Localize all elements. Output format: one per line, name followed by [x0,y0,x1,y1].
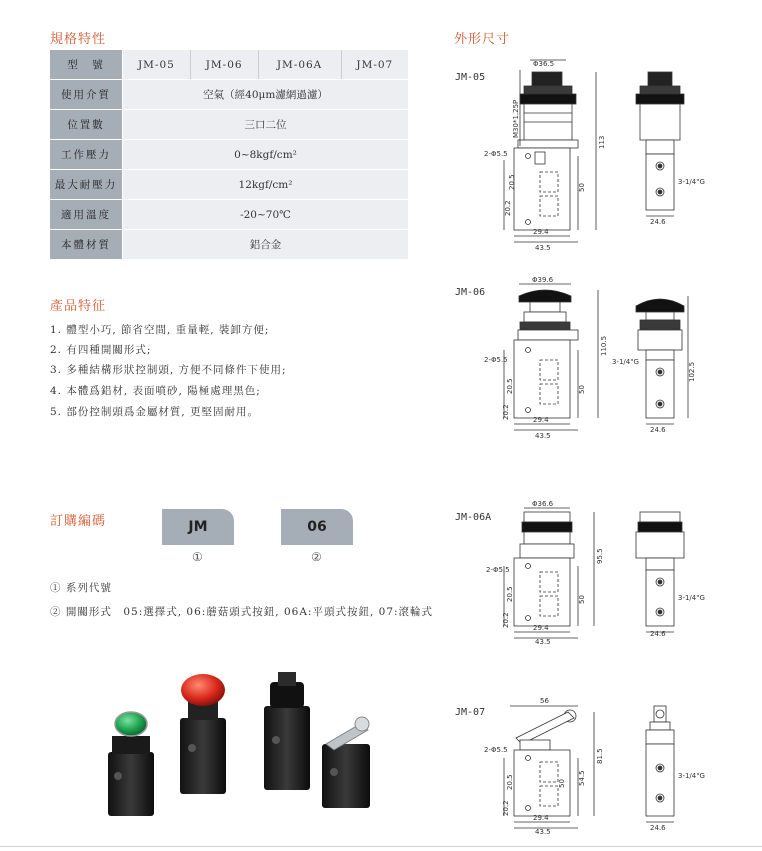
dim-label: 56 [540,697,549,705]
order-marker: ② [311,550,322,564]
spec-model: JM-06A [258,50,341,80]
feature-item: 4. 本體爲鋁材, 表面噴砂, 陽極處理黑色; [50,385,261,397]
dim-label: 20.5 [506,586,514,602]
product-photo [108,672,370,816]
dim-label: 3-1/4"G [678,772,705,780]
spec-row-label: 本體材質 [50,230,123,260]
dim-label: 43.5 [535,432,551,440]
spec-row-value: 12kgf/cm² [123,170,409,200]
features-title: 產品特征 [50,299,107,314]
drawing-jm05 [504,60,596,242]
order-title: 訂購編碼 [50,514,107,529]
order-desc-series: ① 系列代號 [50,582,112,594]
dim-label: 43.5 [535,638,551,646]
feature-item: 1. 體型小巧, 節省空間, 重量輕, 裝卸方便; [50,324,270,336]
side-view-jm07 [646,706,674,822]
spec-header-label: 型 號 [50,50,123,80]
dim-label: 2-Φ5.5 [484,150,508,158]
order-desc-switch: ② 開關形式 05:選擇式, 06:蘑菇頭式按鈕, 06A:平頭式按鈕, 07:滾輪式 [50,606,434,618]
dim-label: Φ36.5 [533,60,555,68]
drawing-model-label: JM-05 [455,72,486,83]
spec-row-value: 鋁合金 [123,230,409,260]
order-code-switch: 06 [281,509,353,545]
dim-label: 2-Φ5.5 [486,566,510,574]
dim-label: 29.4 [533,228,549,236]
dim-label: 24.6 [650,630,666,638]
drawing-jm06a [504,508,594,638]
dim-label: 50 [578,385,586,394]
feature-item: 5. 部份控制頭爲金屬材質, 更堅固耐用。 [50,406,260,418]
drawing-jm07 [504,706,594,828]
dim-label: Φ36.6 [532,500,554,508]
spec-model: JM-05 [123,50,191,80]
spec-model: JM-07 [341,50,408,80]
dim-label: 54.5 [578,770,586,786]
dim-label: 50 [578,595,586,604]
dimensions-title: 外形尺寸 [454,32,511,47]
spec-row-value: -20~70℃ [123,200,409,230]
dim-label: 3-1/4"G [678,178,705,186]
dim-label: 2-Φ5.5 [484,746,508,754]
side-view-jm05 [636,72,684,216]
side-view-jm06a [636,512,684,632]
dim-label: 29.4 [533,814,549,822]
dim-label: 95.5 [596,548,604,564]
dim-label: 102.5 [688,361,696,382]
dim-label: 3-1/4"G [678,594,705,602]
spec-title: 規格特性 [50,32,107,47]
spec-row-label: 工作壓力 [50,140,123,170]
side-view-jm06 [636,296,688,424]
drawing-model-label: JM-06A [455,512,492,523]
dim-label: 20.2 [504,200,512,216]
drawing-model-label: JM-06 [455,287,486,298]
dim-label: Φ39.6 [532,276,554,284]
dim-label: 43.5 [535,244,551,252]
dim-label: 29.4 [533,624,549,632]
dim-label: 81.5 [596,748,604,764]
dim-label: 20.2 [502,612,510,628]
feature-item: 2. 有四種開關形式; [50,344,152,356]
dim-label: 20.5 [508,174,516,190]
dim-label: 20.5 [506,378,514,394]
order-code-series: JM [162,509,234,545]
dim-label: 20.5 [506,774,514,790]
dim-label: 50 [558,779,566,788]
dim-label: 43.5 [535,828,551,836]
dim-label: 24.6 [650,824,666,832]
dim-label: 24.6 [650,426,666,434]
bottom-divider [0,846,762,847]
spec-row-label: 適用溫度 [50,200,123,230]
dim-label: 110.5 [600,335,608,356]
dim-label: 2-Φ5.5 [484,356,508,364]
dim-label: 3-1/4"G [612,358,639,366]
dim-label: 20.2 [502,404,510,420]
spec-row-value: 空氣（經40μm濾網過濾） [123,80,409,110]
spec-row-value: 三口二位 [123,110,409,140]
spec-row-label: 最大耐壓力 [50,170,123,200]
drawing-model-label: JM-07 [455,707,486,718]
dim-label: 113 [598,135,606,149]
dim-label: 50 [578,183,586,192]
dim-label: 24.6 [650,218,666,226]
drawing-jm06 [504,284,598,430]
spec-row-label: 使用介質 [50,80,123,110]
spec-row-value: 0~8kgf/cm² [123,140,409,170]
order-marker: ① [192,550,203,564]
dim-label: 20.2 [502,800,510,816]
spec-row-label: 位置數 [50,110,123,140]
spec-model: JM-06 [190,50,258,80]
dim-label: M30*1.25P [512,99,520,138]
feature-item: 3. 多種結構形狀控制頭, 方便不同條件下使用; [50,364,287,376]
dim-label: 29.4 [533,416,549,424]
